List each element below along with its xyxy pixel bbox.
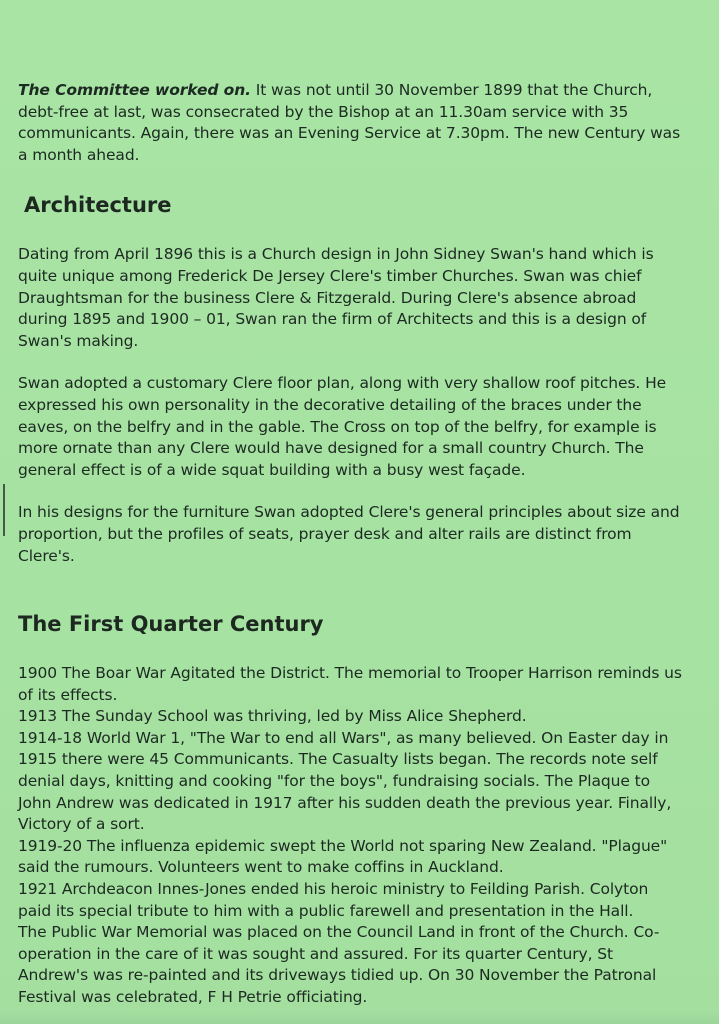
architecture-paragraph: In his designs for the furniture Swan adopted Clere's general principles about size and proportion, but the profiles of seats, prayer desk and alter rails are distinct from Clere's. <box>18 503 680 565</box>
first-quarter-heading: The First Quarter Century <box>18 612 324 637</box>
chronicle-entry: 1919-20 The influenza epidemic swept the World not sparing New Zealand. "Plague" said the rumours. Volunteers went to make coffins in Auckland. <box>18 836 668 877</box>
architecture-paragraph: Dating from April 1896 this is a Church design in John Sidney Swan's hand which is quite unique among Frederick De Jersey Clere's timber Churches. Swan was chief Draughtsman for the business Clere & Fitzgerald. During Clere's absence abroad during 1895 and 1900 – 01, Swan ran the firm of Architects and this is a design of Swan's making. <box>18 245 654 350</box>
chronicle-entry: The Public War Memorial was placed on the Council Land in front of the Church. Co-operation in the care of it was sought and assured. For its quarter Century, St Andrew's was re-painted and its driveways tidied up. On 30 November the Patronal Festival was celebrated, F H Petrie officiating. <box>18 923 660 1006</box>
architecture-heading: Architecture <box>24 193 172 218</box>
intro-text: It was not until 30 November 1899 that the Church, debt-free at last, was consecrated by the Bishop at an 11.30am service with 35 communicants. Again, there was an Evening Service at 7.30pm. The new Century was a month ahead. <box>18 81 681 164</box>
chronicle-entry: 1921 Archdeacon Innes-Jones ended his heroic ministry to Feilding Parish. Colyton paid its special tribute to him with a public farewell and presentation in the Hall. <box>18 880 649 920</box>
chronicle-entry: 1913 The Sunday School was thriving, led by Miss Alice Shepherd. <box>18 707 527 726</box>
chronicle-list <box>18 663 686 1009</box>
page-content <box>18 80 686 1009</box>
architecture-paragraph: Swan adopted a customary Clere floor plan, along with very shallow roof pitches. He expressed his own personality in the decorative detailing of the braces under the eaves, on the belfry and in the gable. The Cross on top of the belfry, for example is more ornate than any Clere would have designed for a small country Church. The general effect is of a wide squat building with a busy west façade. <box>18 374 667 479</box>
intro-lead: The Committee worked on. <box>18 81 251 99</box>
paper-bottom-edge <box>0 1010 719 1024</box>
chronicle-entry: 1914-18 World War 1, "The War to end all Wars", as many believed. On Easter day in 1915 there were 45 Communicants. The Casualty lists began. The records note self denial days, knitting and cooking "for the boys", fundraising socials. The Plaque to John Andrew was dedicated in 1917 after his sudden death the previous year. Finally, Victory of a sort. <box>18 728 672 834</box>
chronicle-entry: 1900 The Boar War Agitated the District. The memorial to Trooper Harrison reminds us of its effects. <box>18 664 682 704</box>
staple-mark <box>3 484 5 536</box>
intro-paragraph <box>18 80 686 166</box>
